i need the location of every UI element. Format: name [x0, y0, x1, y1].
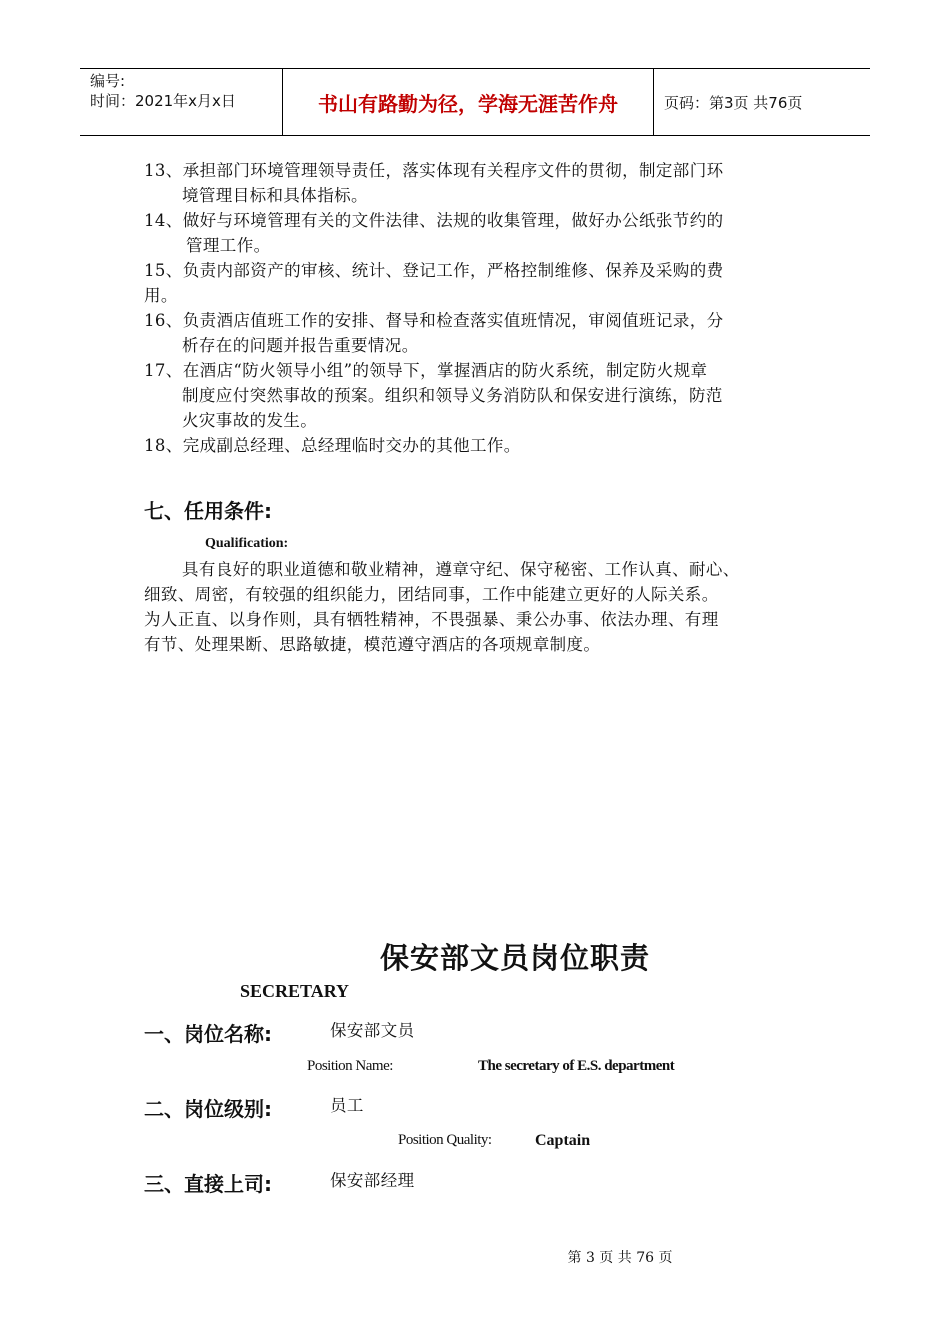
section7-heading: 七、任用条件: [144, 499, 272, 523]
header-motto: 书山有路勤为径，学海无涯苦作舟 [282, 69, 654, 135]
position-level-heading: 二、岗位级别: [144, 1097, 272, 1121]
duty-13-line1: 13、承担部门环境管理领导责任，落实体现有关程序文件的贯彻，制定部门环 [144, 161, 724, 180]
position-name-en: The secretary of E.S. department [478, 1058, 675, 1074]
position-quality-value: Captain [535, 1132, 591, 1149]
page-header [80, 68, 870, 136]
duty-16-line2: 析存在的问题并报告重要情况。 [182, 336, 419, 355]
duty-16-line1: 16、负责酒店值班工作的安排、督导和检查落实值班情况，审阅值班记录，分 [144, 311, 724, 330]
position-quality-label: Position Quality: [398, 1132, 492, 1148]
duty-18-line1: 18、完成副总经理、总经理临时交办的其他工作。 [144, 436, 521, 455]
header-meta [80, 69, 282, 135]
duty-17-line3: 火灾事故的发生。 [182, 411, 318, 430]
duty-17-line1: 17、在酒店“防火领导小组”的领导下，掌握酒店的防火系统，制定防火规章 [144, 361, 708, 380]
duty-15-line2: 用。 [144, 286, 178, 305]
direct-supervisor-value: 保安部经理 [330, 1171, 415, 1190]
time-label: 时间：2021年x月x日 [90, 92, 236, 110]
position-name-value: 保安部文员 [330, 1021, 415, 1040]
job-title: 保安部文员岗位职责 [379, 941, 650, 975]
number-label: 编号: [90, 72, 126, 90]
duty-17-line2: 制度应付突然事故的预案。组织和领导义务消防队和保安进行演练，防范 [182, 386, 723, 405]
page-footer: 第 3 页 共 76 页 [567, 1250, 673, 1266]
position-name-heading: 一、岗位名称: [144, 1022, 272, 1046]
header-page-info: 页码：第3页 共76页 [664, 93, 803, 112]
qualification-line-3: 为人正直、以身作则，具有牺牲精神，不畏强暴、秉公办事、依法办理、有理 [144, 610, 719, 629]
duty-14-line1: 14、做好与环境管理有关的文件法律、法规的收集管理，做好办公纸张节约的 [144, 211, 724, 230]
duty-14-line2: 管理工作。 [186, 236, 271, 255]
qualification-line-1: 具有良好的职业道德和敬业精神，遵章守纪、保守秘密、工作认真、耐心、 [182, 560, 740, 579]
duty-15-line1: 15、负责内部资产的审核、统计、登记工作，严格控制维修、保养及采购的费 [144, 261, 724, 280]
qualification-line-4: 有节、处理果断、思路敏捷，模范遵守酒店的各项规章制度。 [144, 635, 601, 654]
qualification-label: Qualification: [205, 536, 289, 551]
position-name-label: Position Name: [307, 1058, 393, 1074]
direct-supervisor-heading: 三、直接上司: [144, 1172, 272, 1196]
job-subtitle-en: SECRETARY [240, 981, 350, 1001]
position-level-value: 员工 [330, 1096, 364, 1115]
qualification-line-2: 细致、周密，有较强的组织能力，团结同事，工作中能建立更好的人际关系。 [144, 585, 719, 604]
duty-13-line2: 境管理目标和具体指标。 [182, 186, 368, 205]
